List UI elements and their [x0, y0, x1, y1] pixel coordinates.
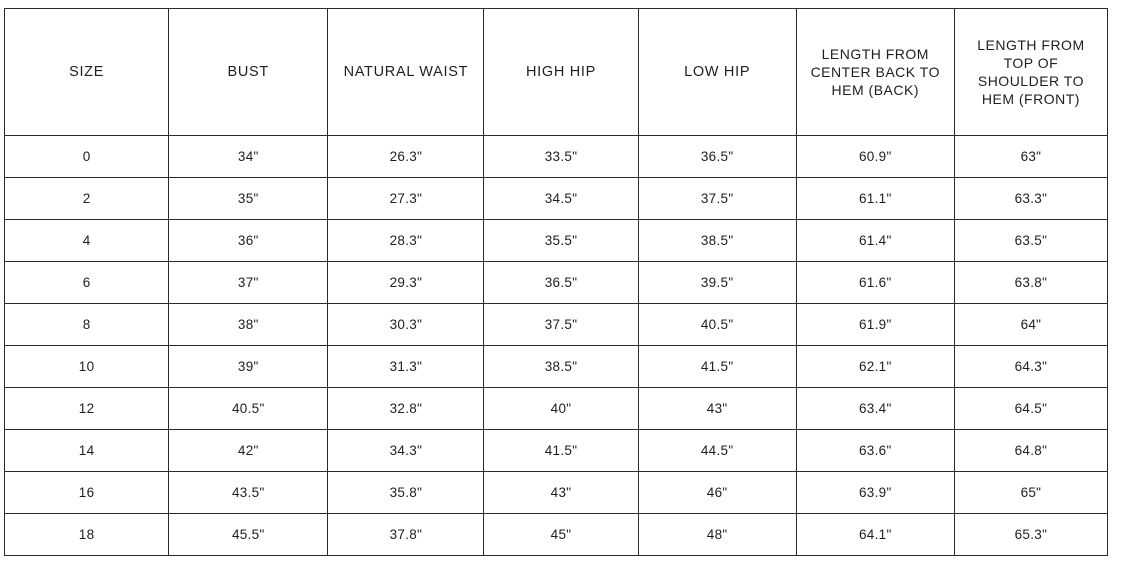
cell-high-hip: 35.5"	[484, 220, 638, 262]
cell-low-hip: 37.5"	[638, 178, 796, 220]
cell-natural-waist: 26.3"	[328, 136, 484, 178]
cell-low-hip: 43"	[638, 388, 796, 430]
table-row	[5, 220, 1108, 262]
cell-bust: 35"	[169, 178, 328, 220]
table-row	[5, 430, 1108, 472]
header-row	[5, 9, 1108, 136]
column-header-length-shoulder-to-hem: LENGTH FROM TOP OF SHOULDER TO HEM (FRONT)	[954, 9, 1107, 136]
cell-length-front: 64.8"	[954, 430, 1107, 472]
table-row	[5, 178, 1108, 220]
cell-size: 6	[5, 262, 169, 304]
cell-length-back: 62.1"	[796, 346, 954, 388]
cell-bust: 37"	[169, 262, 328, 304]
cell-natural-waist: 30.3"	[328, 304, 484, 346]
cell-high-hip: 37.5"	[484, 304, 638, 346]
cell-size: 8	[5, 304, 169, 346]
cell-length-back: 63.9"	[796, 472, 954, 514]
cell-length-back: 64.1"	[796, 514, 954, 556]
cell-bust: 38"	[169, 304, 328, 346]
column-header-low-hip: LOW HIP	[638, 9, 796, 136]
cell-size: 10	[5, 346, 169, 388]
table-row	[5, 472, 1108, 514]
cell-high-hip: 41.5"	[484, 430, 638, 472]
cell-low-hip: 41.5"	[638, 346, 796, 388]
cell-high-hip: 38.5"	[484, 346, 638, 388]
cell-low-hip: 38.5"	[638, 220, 796, 262]
cell-length-front: 63.3"	[954, 178, 1107, 220]
cell-bust: 36"	[169, 220, 328, 262]
cell-low-hip: 48"	[638, 514, 796, 556]
cell-size: 12	[5, 388, 169, 430]
cell-natural-waist: 35.8"	[328, 472, 484, 514]
cell-size: 0	[5, 136, 169, 178]
cell-low-hip: 44.5"	[638, 430, 796, 472]
cell-natural-waist: 31.3"	[328, 346, 484, 388]
cell-bust: 42"	[169, 430, 328, 472]
cell-length-back: 61.4"	[796, 220, 954, 262]
cell-length-front: 65.3"	[954, 514, 1107, 556]
cell-natural-waist: 34.3"	[328, 430, 484, 472]
cell-length-front: 64.3"	[954, 346, 1107, 388]
table-body	[5, 136, 1108, 556]
cell-length-front: 63.5"	[954, 220, 1107, 262]
cell-natural-waist: 37.8"	[328, 514, 484, 556]
cell-natural-waist: 32.8"	[328, 388, 484, 430]
cell-high-hip: 45"	[484, 514, 638, 556]
cell-length-back: 61.1"	[796, 178, 954, 220]
column-header-high-hip: HIGH HIP	[484, 9, 638, 136]
cell-size: 18	[5, 514, 169, 556]
cell-length-front: 65"	[954, 472, 1107, 514]
cell-length-front: 63"	[954, 136, 1107, 178]
cell-size: 14	[5, 430, 169, 472]
table-row	[5, 262, 1108, 304]
column-header-length-center-back-to-hem: LENGTH FROM CENTER BACK TO HEM (BACK)	[796, 9, 954, 136]
cell-length-front: 64.5"	[954, 388, 1107, 430]
cell-length-back: 61.9"	[796, 304, 954, 346]
column-header-natural-waist: NATURAL WAIST	[328, 9, 484, 136]
cell-bust: 39"	[169, 346, 328, 388]
cell-length-front: 64"	[954, 304, 1107, 346]
cell-bust: 43.5"	[169, 472, 328, 514]
cell-length-back: 63.6"	[796, 430, 954, 472]
cell-natural-waist: 29.3"	[328, 262, 484, 304]
table-row	[5, 304, 1108, 346]
cell-size: 4	[5, 220, 169, 262]
cell-low-hip: 46"	[638, 472, 796, 514]
cell-bust: 40.5"	[169, 388, 328, 430]
size-chart-table	[4, 8, 1108, 556]
cell-natural-waist: 27.3"	[328, 178, 484, 220]
table-row	[5, 514, 1108, 556]
cell-size: 2	[5, 178, 169, 220]
cell-bust: 45.5"	[169, 514, 328, 556]
cell-low-hip: 36.5"	[638, 136, 796, 178]
cell-high-hip: 33.5"	[484, 136, 638, 178]
cell-high-hip: 36.5"	[484, 262, 638, 304]
cell-high-hip: 40"	[484, 388, 638, 430]
cell-length-back: 60.9"	[796, 136, 954, 178]
size-chart-document	[0, 8, 1126, 571]
cell-low-hip: 39.5"	[638, 262, 796, 304]
table-row	[5, 388, 1108, 430]
cell-length-front: 63.8"	[954, 262, 1107, 304]
table-row	[5, 346, 1108, 388]
cell-bust: 34"	[169, 136, 328, 178]
cell-size: 16	[5, 472, 169, 514]
cell-length-back: 63.4"	[796, 388, 954, 430]
column-header-bust: BUST	[169, 9, 328, 136]
cell-high-hip: 43"	[484, 472, 638, 514]
cell-high-hip: 34.5"	[484, 178, 638, 220]
cell-natural-waist: 28.3"	[328, 220, 484, 262]
cell-length-back: 61.6"	[796, 262, 954, 304]
cell-low-hip: 40.5"	[638, 304, 796, 346]
table-header	[5, 9, 1108, 136]
column-header-size: SIZE	[5, 9, 169, 136]
table-row	[5, 136, 1108, 178]
